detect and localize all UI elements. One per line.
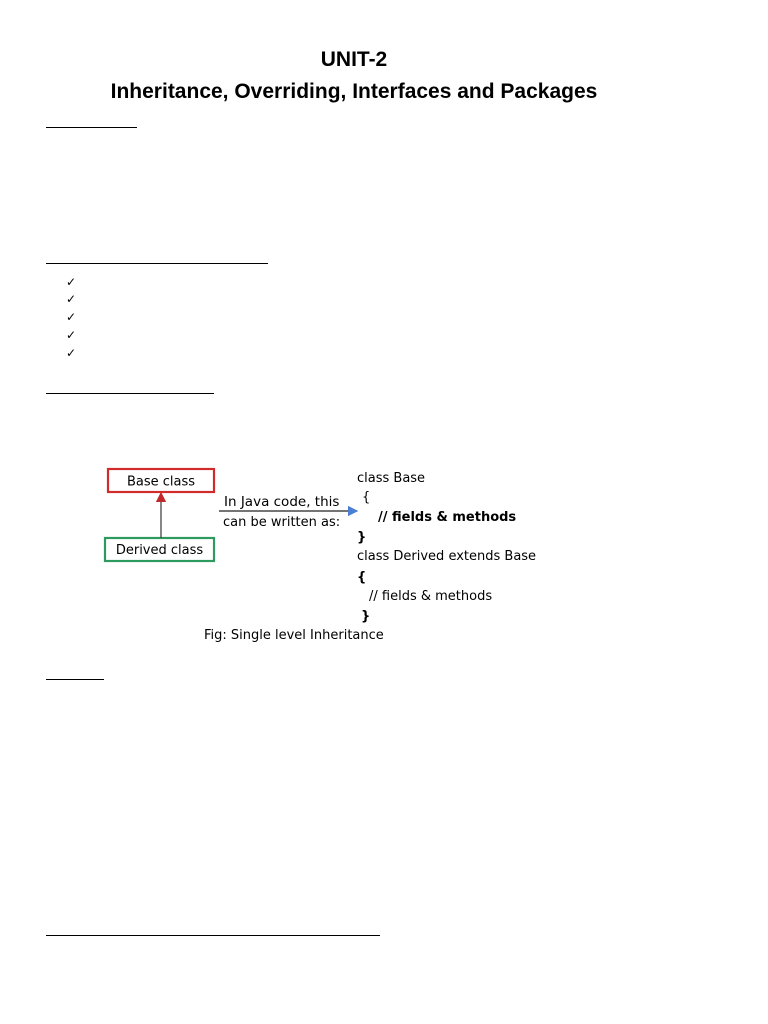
code-line: }: [361, 609, 371, 624]
figure-caption: Fig: Single level Inheritance: [204, 628, 384, 643]
check-icon: ✓: [66, 328, 77, 342]
derived-class-label: Derived class: [115, 543, 204, 558]
code-line: {: [362, 490, 371, 505]
check-icon: ✓: [66, 310, 77, 324]
code-line: }: [357, 530, 367, 545]
code-line: class Derived extends Base: [357, 549, 537, 564]
page-subtitle: Inheritance, Overriding, Interfaces and Packages: [110, 80, 598, 103]
page-title: UNIT-2: [320, 48, 388, 71]
code-line: // fields & methods: [369, 589, 493, 604]
code-line: // fields & methods: [378, 510, 517, 525]
arrow-caption-line1: In Java code, this: [224, 494, 340, 510]
code-line: {: [357, 570, 367, 585]
check-icon: ✓: [66, 275, 77, 289]
arrow-caption-line2: can be written as:: [223, 515, 341, 530]
check-icon: ✓: [66, 292, 77, 306]
base-class-label: Base class: [126, 474, 196, 490]
code-line: class Base: [357, 471, 426, 486]
check-icon: ✓: [66, 346, 77, 360]
